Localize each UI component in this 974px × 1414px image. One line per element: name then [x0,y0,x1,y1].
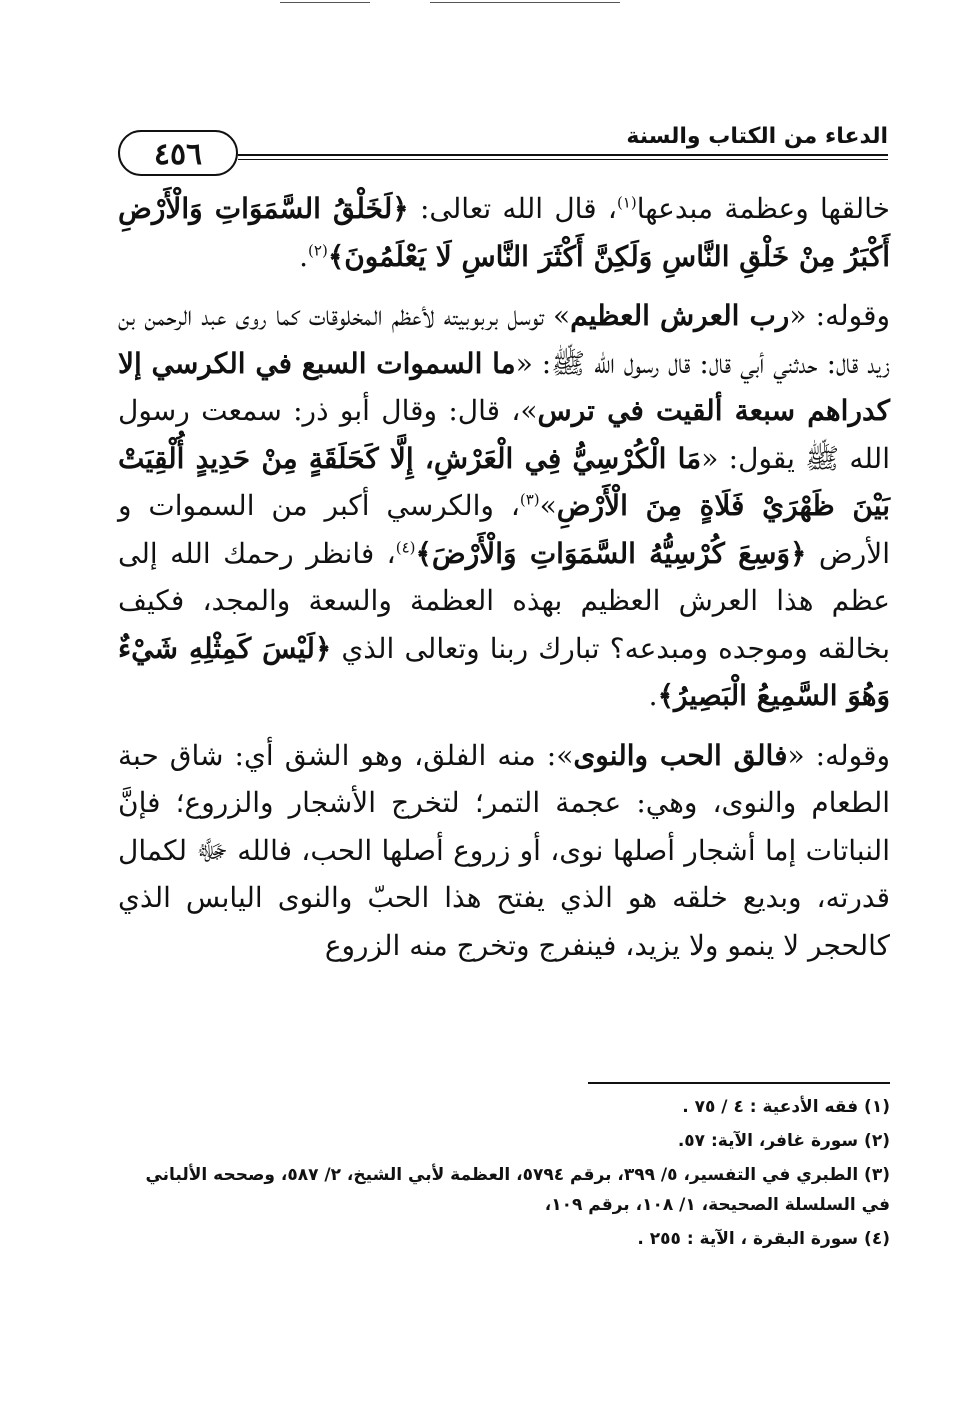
page-header [118,110,888,180]
quran-verse: ﴿لَخَلْقُ السَّمَوَاتِ وَالْأَرْضِ أَكْبَرُ مِنْ خَلْقِ النَّاسِ وَلَكِنَّ أَكْثَرَ النَّاسِ لَا يَعْلَمُونَ﴾ [118,192,890,273]
text-run: » توسل بربوبيته لأعظم المخلوقات كما روى عبد الرحمن بن زيد قال: حدثني أبي قال: قال رسول الله ﷺ: « [118,299,891,380]
footnote-ref: (٢) [308,241,328,260]
footnote-ref: (٤) [395,538,416,557]
paragraph-3 [118,732,890,970]
text-run: » [539,489,557,522]
main-text [118,185,890,969]
footnote-2: (٢) سورة غافر، الآية: ٥٧. [677,1131,890,1151]
text-run: ، قال الله تعالى: [408,192,617,225]
text-run: وقوله: « [789,299,890,332]
header-rule [238,154,888,156]
header-rule-thin [238,159,888,160]
quran-verse: ﴿وَسِعَ كُرْسِيُّهُ السَّمَوَاتِ وَالْأَرْضَ﴾ [415,536,807,570]
text-run: ، فانظر رحمك الله إلى عظم هذا العرش العظيم بهذه العظمة والسعة والمجد، فكيف بخالقه وموجده ومبدعه؟ تبارك ربنا وتعالى الذي [118,536,890,665]
paragraph-2 [118,292,890,720]
footnote-ref: (١) [616,193,637,212]
bold-phrase: رب العرش العظيم [570,299,790,332]
footnote-separator [588,1082,890,1084]
hadith-text: مَا الْكُرْسِيُّ فِي الْعَرْشِ، إِلَّا كَحَلَقَةٍ مِنْ حَدِيدٍ أُلْقِيَتْ بَيْنَ ظَهْرَيْ فَلَاةٍ مِنَ الْأَرْضِ [118,441,890,522]
footnote-4: (٤) سورة البقرة ، الآية : ٢٥٥ . [637,1229,890,1249]
footnotes [118,1092,890,1258]
text-run: وقوله: « [787,738,890,772]
hadith-text: ما السموات السبع في الكرسي إلا كدراهم سبعة ألقيت في ترس [118,346,890,427]
quran-verse: ﴿لَيْسَ كَمِثْلِهِ شَيْءٌ وَهُوَ السَّمِيعُ الْبَصِيرُ﴾ [118,631,890,712]
text-run: . [299,239,309,273]
running-title: الدعاء من الكتاب والسنة [626,124,888,149]
text-run: . [648,679,658,712]
text-run: »، قال: وقال أبو ذر: سمعت رسول الله ﷺ يقول: « [118,394,890,475]
footnote-ref: (٣) [519,490,540,509]
page-number: ٤٥٦ [118,130,238,176]
bold-phrase: فالق الحب والنوى [573,738,788,772]
text-run: ، والكرسي أكبر من السموات و الأرض [118,489,890,570]
footnote-3: (٣) الطبري في التفسير، ٥/ ٣٩٩، برقم ٥٧٩٤، العظمة لأبي الشيخ، ٢/ ٥٨٧، وصححه الألباني في السلسلة الصحيحة، ١/ ١٠٨، برقم ١٠٩، [145,1165,890,1215]
top-edge-marks [280,0,620,6]
paragraph-1 [118,185,890,280]
text-run: خالقها وعظمة مبدعها [636,192,890,225]
text-run: »: منه الفلق، وهو الشق أي: شاق حبة الطعام والنوى، وهي: عجمة التمر؛ لتخرج الأشجار والزروع؛ فإنَّ النباتات إما أشجار أصلها نوى، أو زروع أصلها الحب، فالله ﷻ لكمال قدرته، وبديع خلقه هو الذي يفتح هذا الحبّ والنوى اليابس الذي كالحجر لا ينمو ولا يزيد، فينفرج وتخرج منه الزروع [118,738,890,962]
footnote-1: (١) فقه الأدعية : ٤ / ٧٥ . [682,1097,890,1117]
